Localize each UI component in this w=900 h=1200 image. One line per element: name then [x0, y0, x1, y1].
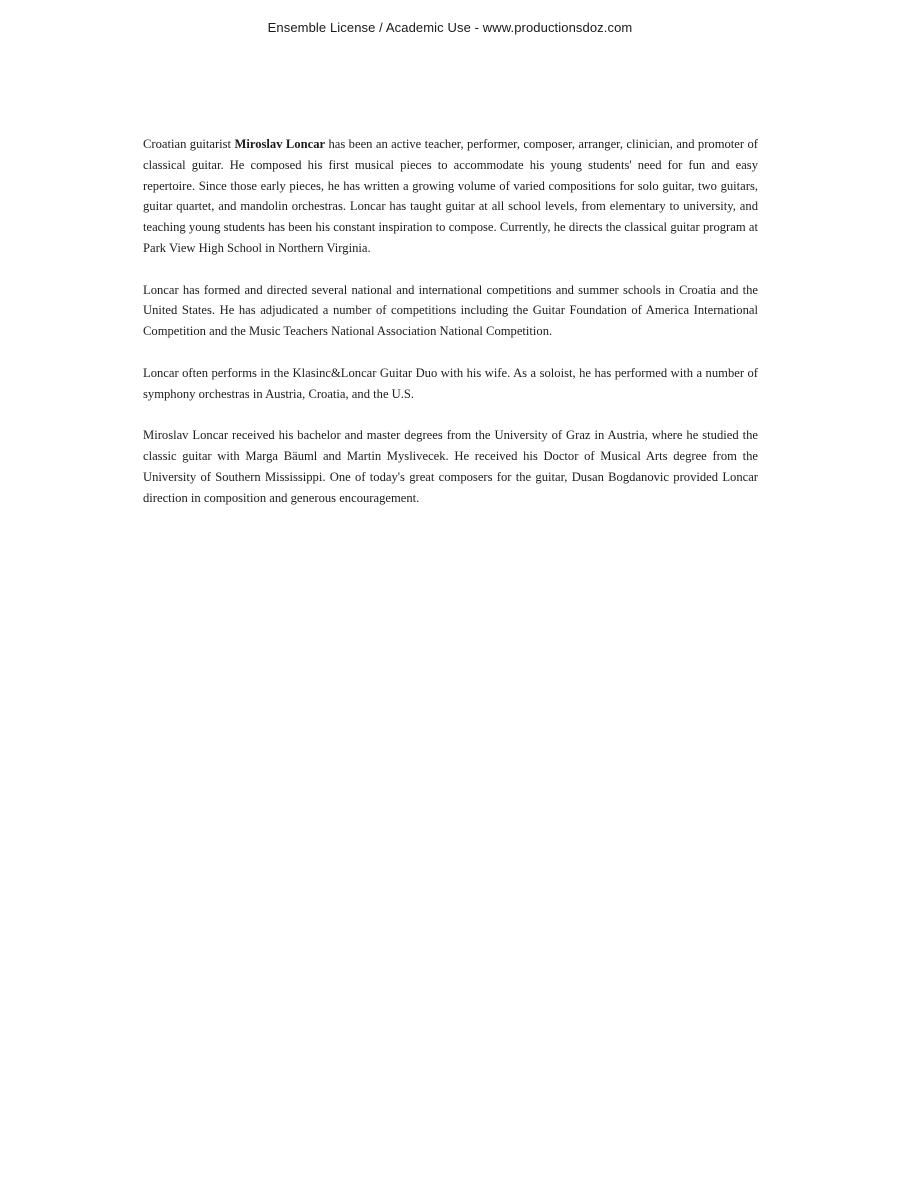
license-header: Ensemble License / Academic Use - www.productionsdoz.com [267, 20, 633, 35]
bio-paragraph-1-body: has been an active teacher, performer, composer, arranger, clinician, and promoter of classical guitar. He composed his first musical pieces to accommodate his young students' need for fun and easy repertoire. Since those early pieces, he has written a growing volume of varied compositions for solo guitar, two guitars, guitar quartet, and mandolin orchestras. Loncar has taught guitar at all school levels, from elementary to university, and teaching young students has been his constant inspiration to compose. Currently, he directs the classical guitar program at Park View High School in Northern Virginia. [143, 137, 758, 255]
bio-paragraph-1 [143, 134, 758, 259]
composer-name: Miroslav Loncar [234, 137, 326, 151]
bio-paragraph-4: Miroslav Loncar received his bachelor and master degrees from the University of Graz in Austria, where he studied the classic guitar with Marga Bäuml and Martin Myslivecek. He received his Doctor of Musical Arts degree from the University of Southern Mississippi. One of today's great composers for the guitar, Dusan Bogdanovic provided Loncar direction in composition and generous encouragement. [143, 428, 758, 505]
biography-text [143, 134, 758, 508]
bio-paragraph-3: Loncar often performs in the Klasinc&Loncar Guitar Duo with his wife. As a soloist, he has performed with a number of symphony orchestras in Austria, Croatia, and the U.S. [143, 365, 758, 401]
bio-paragraph-2: Loncar has formed and directed several national and international competitions and summer schools in Croatia and the United States. He has adjudicated a number of competitions including the Guitar Foundation of America International Competition and the Music Teachers National Association National Competition. [143, 282, 758, 339]
bio-intro-text: Croatian guitarist [143, 137, 235, 151]
